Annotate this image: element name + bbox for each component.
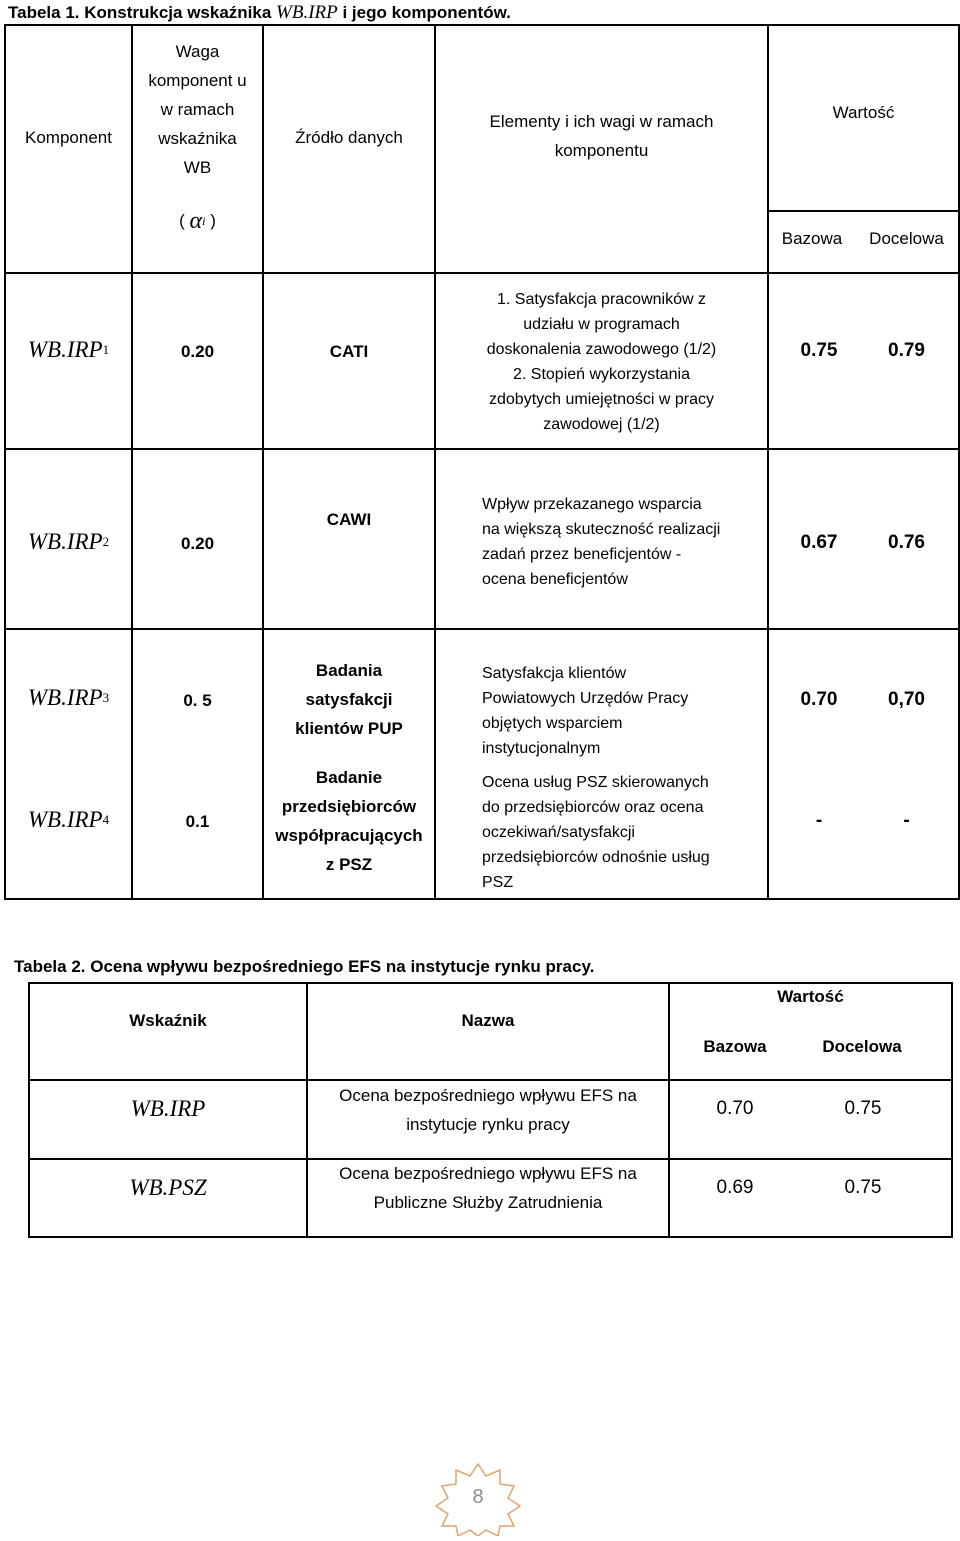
header-wskaznik: Wskaźnik (129, 1010, 207, 1030)
header-waga: Waga komponent u w ramach wskaźnika WB (148, 41, 247, 177)
header-docelowa: Docelowa (869, 228, 944, 248)
weight-value: 0.20 (180, 533, 215, 553)
indicator-wb-irp: WB.IRP (130, 1096, 206, 1121)
target-value: 0.79 (888, 340, 925, 361)
component-irp4: WB.IRP 4 (27, 807, 110, 832)
header-elementy: Elementy i ich wagi w ramach komponentu (489, 112, 714, 160)
header-bazowa: Bazowa (703, 1036, 767, 1056)
page-number: 8 (472, 1485, 484, 1508)
header-nazwa: Nazwa (461, 1010, 515, 1030)
indicator-name: Ocena bezpośredniego wpływu EFS na instytucje rynku pracy (339, 1086, 637, 1134)
header-wartosc: Wartość (777, 986, 844, 1006)
data-source: CAWI (326, 509, 372, 529)
data-source: CATI (329, 341, 369, 361)
data-source: Badanie przedsiębiorców współpracujących z PSZ (275, 768, 423, 874)
data-source: Badania satysfakcji klientów PUP (295, 661, 403, 738)
weight-value: 0.1 (185, 811, 210, 831)
indicator-name: Ocena bezpośredniego wpływu EFS na Publiczne Służby Zatrudnienia (339, 1164, 637, 1212)
header-komponent: Komponent (25, 127, 112, 147)
elements-list: 1. Satysfakcja pracowników z udziału w programach doskonalenia zawodowego (1/2) 2. Stopień wykorzystania zdobytych umiejętności w pracy zawodowej (1/2) (486, 291, 717, 433)
header-wartosc: Wartość (832, 102, 895, 122)
header-zrodlo: Źródło danych (295, 127, 403, 147)
table1-title: Tabela 1. Konstrukcja wskaźnika WB.IRP i jego komponentów. (8, 2, 511, 23)
base-value: 0.69 (716, 1177, 754, 1198)
component-irp1: WB.IRP 1 (27, 337, 110, 362)
target-value: - (903, 810, 910, 831)
header-docelowa: Docelowa (822, 1036, 902, 1056)
component-irp3: WB.IRP 3 (27, 685, 110, 710)
base-value: 0.75 (800, 340, 838, 361)
base-value: - (815, 810, 823, 831)
target-value: 0.75 (844, 1098, 882, 1119)
target-value: 0.75 (844, 1177, 882, 1198)
weight-value: 0. 5 (183, 690, 212, 710)
base-value: 0.70 (716, 1098, 754, 1119)
indicator-wb-psz: WB.PSZ (129, 1175, 207, 1200)
weight-value: 0.20 (180, 341, 215, 361)
component-irp2: WB.IRP 2 (27, 529, 110, 554)
header-alpha: ( α i ) (179, 207, 216, 234)
elements-list: Satysfakcja klientów Powiatowych Urzędów Pracy objętych wsparciem instytucjonalnym (482, 665, 689, 757)
base-value: 0.70 (800, 689, 838, 710)
table2-title: Tabela 2. Ocena wpływu bezpośredniego EFS na instytucje rynku pracy. (14, 957, 595, 976)
target-value: 0.76 (888, 532, 925, 553)
elements-list: Ocena usług PSZ skierowanych do przedsiębiorców oraz ocena oczekiwań/satysfakcji przedsiębiorców odnośnie usług PSZ (482, 774, 710, 891)
base-value: 0.67 (800, 532, 838, 553)
page-number-badge (428, 1460, 528, 1536)
target-value: 0,70 (888, 689, 925, 710)
elements-list: Wpływ przekazanego wsparcia na większą skuteczność realizacji zadań przez beneficjentów - ocena beneficjentów (482, 496, 721, 588)
header-bazowa: Bazowa (781, 228, 843, 248)
